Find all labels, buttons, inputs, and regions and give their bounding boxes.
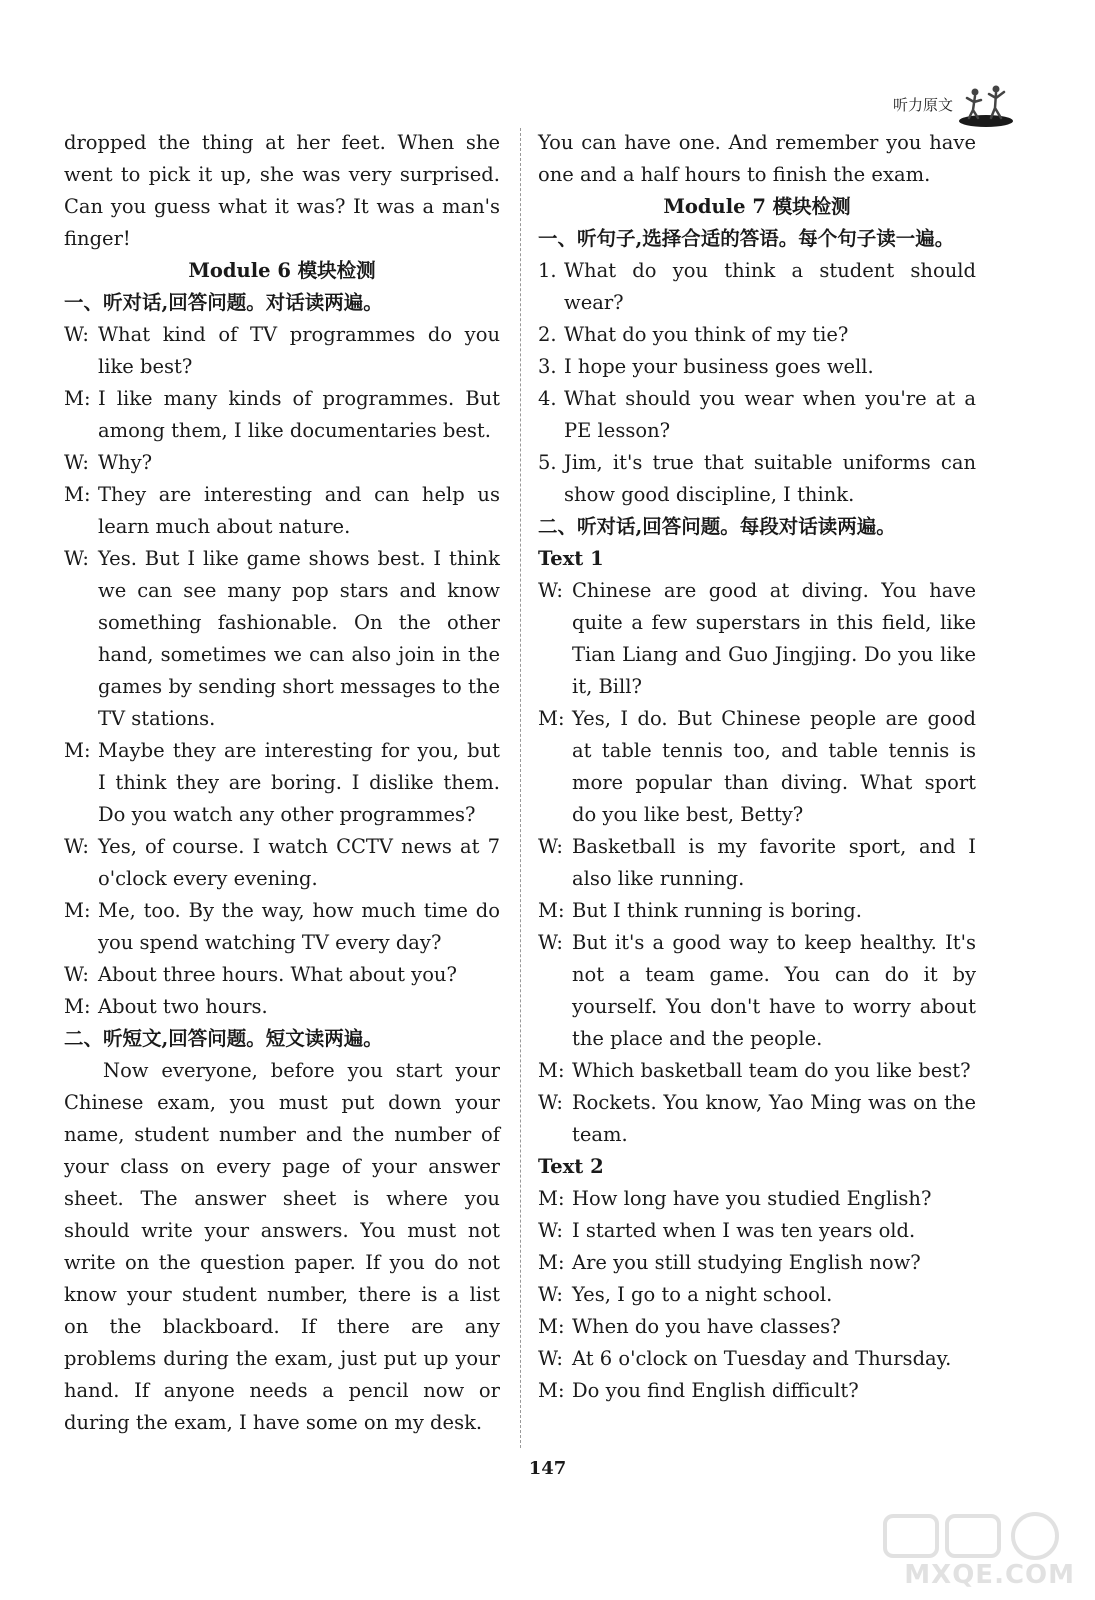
utterance: But it's a good way to keep healthy. It's not a team game. You can do it by yourself. You don't have to worry about the place and the people. [572,931,976,1050]
dialogue-line [64,991,500,1023]
dialogue-line [64,959,500,991]
speaker: M: [64,995,91,1018]
question-number: 3. [538,355,557,378]
utterance: Yes. But I like game shows best. I think we can see many pop stars and know something fashionable. On the other hand, sometimes we can also join in the games by sending short messages to the TV stations. [98,547,500,730]
question-item [538,383,976,447]
module6-title: Module 6 模块检测 [188,259,376,282]
speaker: M: [538,1379,565,1402]
dialogue-line [538,895,976,927]
speaker: M: [538,1315,565,1338]
intro-paragraph: dropped the thing at her feet. When she went to pick it up, she was very surprised. Can you guess what it was? It was a man's finger! [64,131,500,250]
speaker: M: [64,899,91,922]
utterance: Yes, I do. But Chinese people are good at table tennis too, and table tennis is more popular than diving. What sport do you like best, Betty? [572,707,976,826]
text1-label: Text 1 [538,547,604,570]
dialogue-line [64,447,500,479]
question-item [538,351,976,383]
watermark-logo-icon [875,1510,1075,1562]
speaker: M: [538,707,565,730]
exam-passage: Now everyone, before you start your Chinese exam, you must put down your name, student number and the number of your class on every page of your answer sheet. The answer sheet is where you should write your answers. You must not write on the question paper. If you do not know your student number, there is a list on the blackboard. If there are any problems during the exam, just put up your hand. If anyone needs a pencil now or during the exam, I have some on my desk. [64,1059,500,1434]
utterance: I started when I was ten years old. [572,1219,916,1242]
module6-section2-heading: 二、听短文,回答问题。短文读两遍。 [64,1027,383,1050]
utterance: Yes, I go to a night school. [572,1283,833,1306]
dialogue-line [538,1279,976,1311]
dialogue-line [538,1375,976,1407]
utterance: I like many kinds of programmes. But among them, I like documentaries best. [98,387,500,442]
utterance: About three hours. What about you? [98,963,457,986]
question-text: I hope your business goes well. [564,355,874,378]
utterance: How long have you studied English? [572,1187,932,1210]
dialogue-line [64,831,500,895]
question-item [538,255,976,319]
watermark-text: MXQE.COM [904,1560,1075,1590]
dialogue-line [538,1183,976,1215]
utterance: Maybe they are interesting for you, but I think they are boring. I dislike them. Do you watch any other programmes? [98,739,500,826]
speaker: M: [64,739,91,762]
utterance: Which basketball team do you like best? [572,1059,971,1082]
utterance: What kind of TV programmes do you like best? [98,323,500,378]
dialogue-line [538,703,976,831]
speaker: W: [64,963,89,986]
question-text: What do you think of my tie? [564,323,849,346]
utterance: Yes, of course. I watch CCTV news at 7 o'clock every evening. [98,835,500,890]
speaker: W: [64,835,89,858]
column-divider [520,128,521,1448]
speaker: W: [538,579,563,602]
page-number: 147 [528,1458,567,1479]
page-header [765,80,1015,130]
question-item [538,447,976,511]
question-number: 2. [538,323,557,346]
question-item [538,319,976,351]
module7-section1-heading: 一、听句子,选择合适的答语。每个句子读一遍。 [538,227,955,250]
left-column [64,127,500,1439]
speaker: M: [538,1251,565,1274]
header-label: 听力原文 [892,96,953,114]
dialogue-line [64,319,500,383]
module7-title: Module 7 模块检测 [663,195,851,218]
watermark [875,1510,1075,1590]
speaker: W: [538,931,563,954]
question-text: What should you wear when you're at a PE lesson? [564,387,976,442]
speaker: W: [64,451,89,474]
utterance: At 6 o'clock on Tuesday and Thursday. [572,1347,952,1370]
utterance: Why? [98,451,153,474]
dialogue-line [64,735,500,831]
dialogue-line [538,927,976,1055]
speaker: M: [538,899,565,922]
speaker: W: [64,547,89,570]
utterance: Are you still studying English now? [572,1251,921,1274]
utterance: When do you have classes? [572,1315,841,1338]
dialogue-line [64,543,500,735]
question-text: What do you think a student should wear? [564,259,976,314]
speaker: W: [64,323,89,346]
speaker: W: [538,1091,563,1114]
question-number: 5. [538,451,557,474]
question-number: 1. [538,259,557,282]
right-column [538,127,976,1407]
question-number: 4. [538,387,557,410]
listening-figures-icon [957,80,1015,130]
dialogue-line [538,1247,976,1279]
dialogue-line [64,479,500,543]
dialogue-line [538,831,976,895]
utterance: They are interesting and can help us learn much about nature. [98,483,500,538]
utterance: Rockets. You know, Yao Ming was on the team. [572,1091,976,1146]
utterance: Do you find English difficult? [572,1379,859,1402]
dialogue-line [538,1343,976,1375]
speaker: W: [538,835,563,858]
dialogue-line [64,383,500,447]
dialogue-line [538,1055,976,1087]
dialogue-line [538,1087,976,1151]
passage-continuation: You can have one. And remember you have one and a half hours to finish the exam. [538,131,976,186]
speaker: W: [538,1347,563,1370]
module7-section2-heading: 二、听对话,回答问题。每段对话读两遍。 [538,515,896,538]
utterance: Me, too. By the way, how much time do you spend watching TV every day? [98,899,500,954]
dialogue-line [64,895,500,959]
question-text: Jim, it's true that suitable uniforms can show good discipline, I think. [564,451,976,506]
speaker: M: [64,387,91,410]
dialogue-line [538,575,976,703]
utterance: But I think running is boring. [572,899,862,922]
module6-section1-heading: 一、听对话,回答问题。对话读两遍。 [64,291,383,314]
speaker: W: [538,1283,563,1306]
speaker: W: [538,1219,563,1242]
utterance: About two hours. [98,995,268,1018]
utterance: Basketball is my favorite sport, and I also like running. [572,835,976,890]
dialogue-line [538,1215,976,1247]
speaker: M: [538,1187,565,1210]
speaker: M: [538,1059,565,1082]
speaker: M: [64,483,91,506]
dialogue-line [538,1311,976,1343]
text2-label: Text 2 [538,1155,604,1178]
utterance: Chinese are good at diving. You have quite a few superstars in this field, like Tian Liang and Guo Jingjing. Do you like it, Bill? [572,579,976,698]
